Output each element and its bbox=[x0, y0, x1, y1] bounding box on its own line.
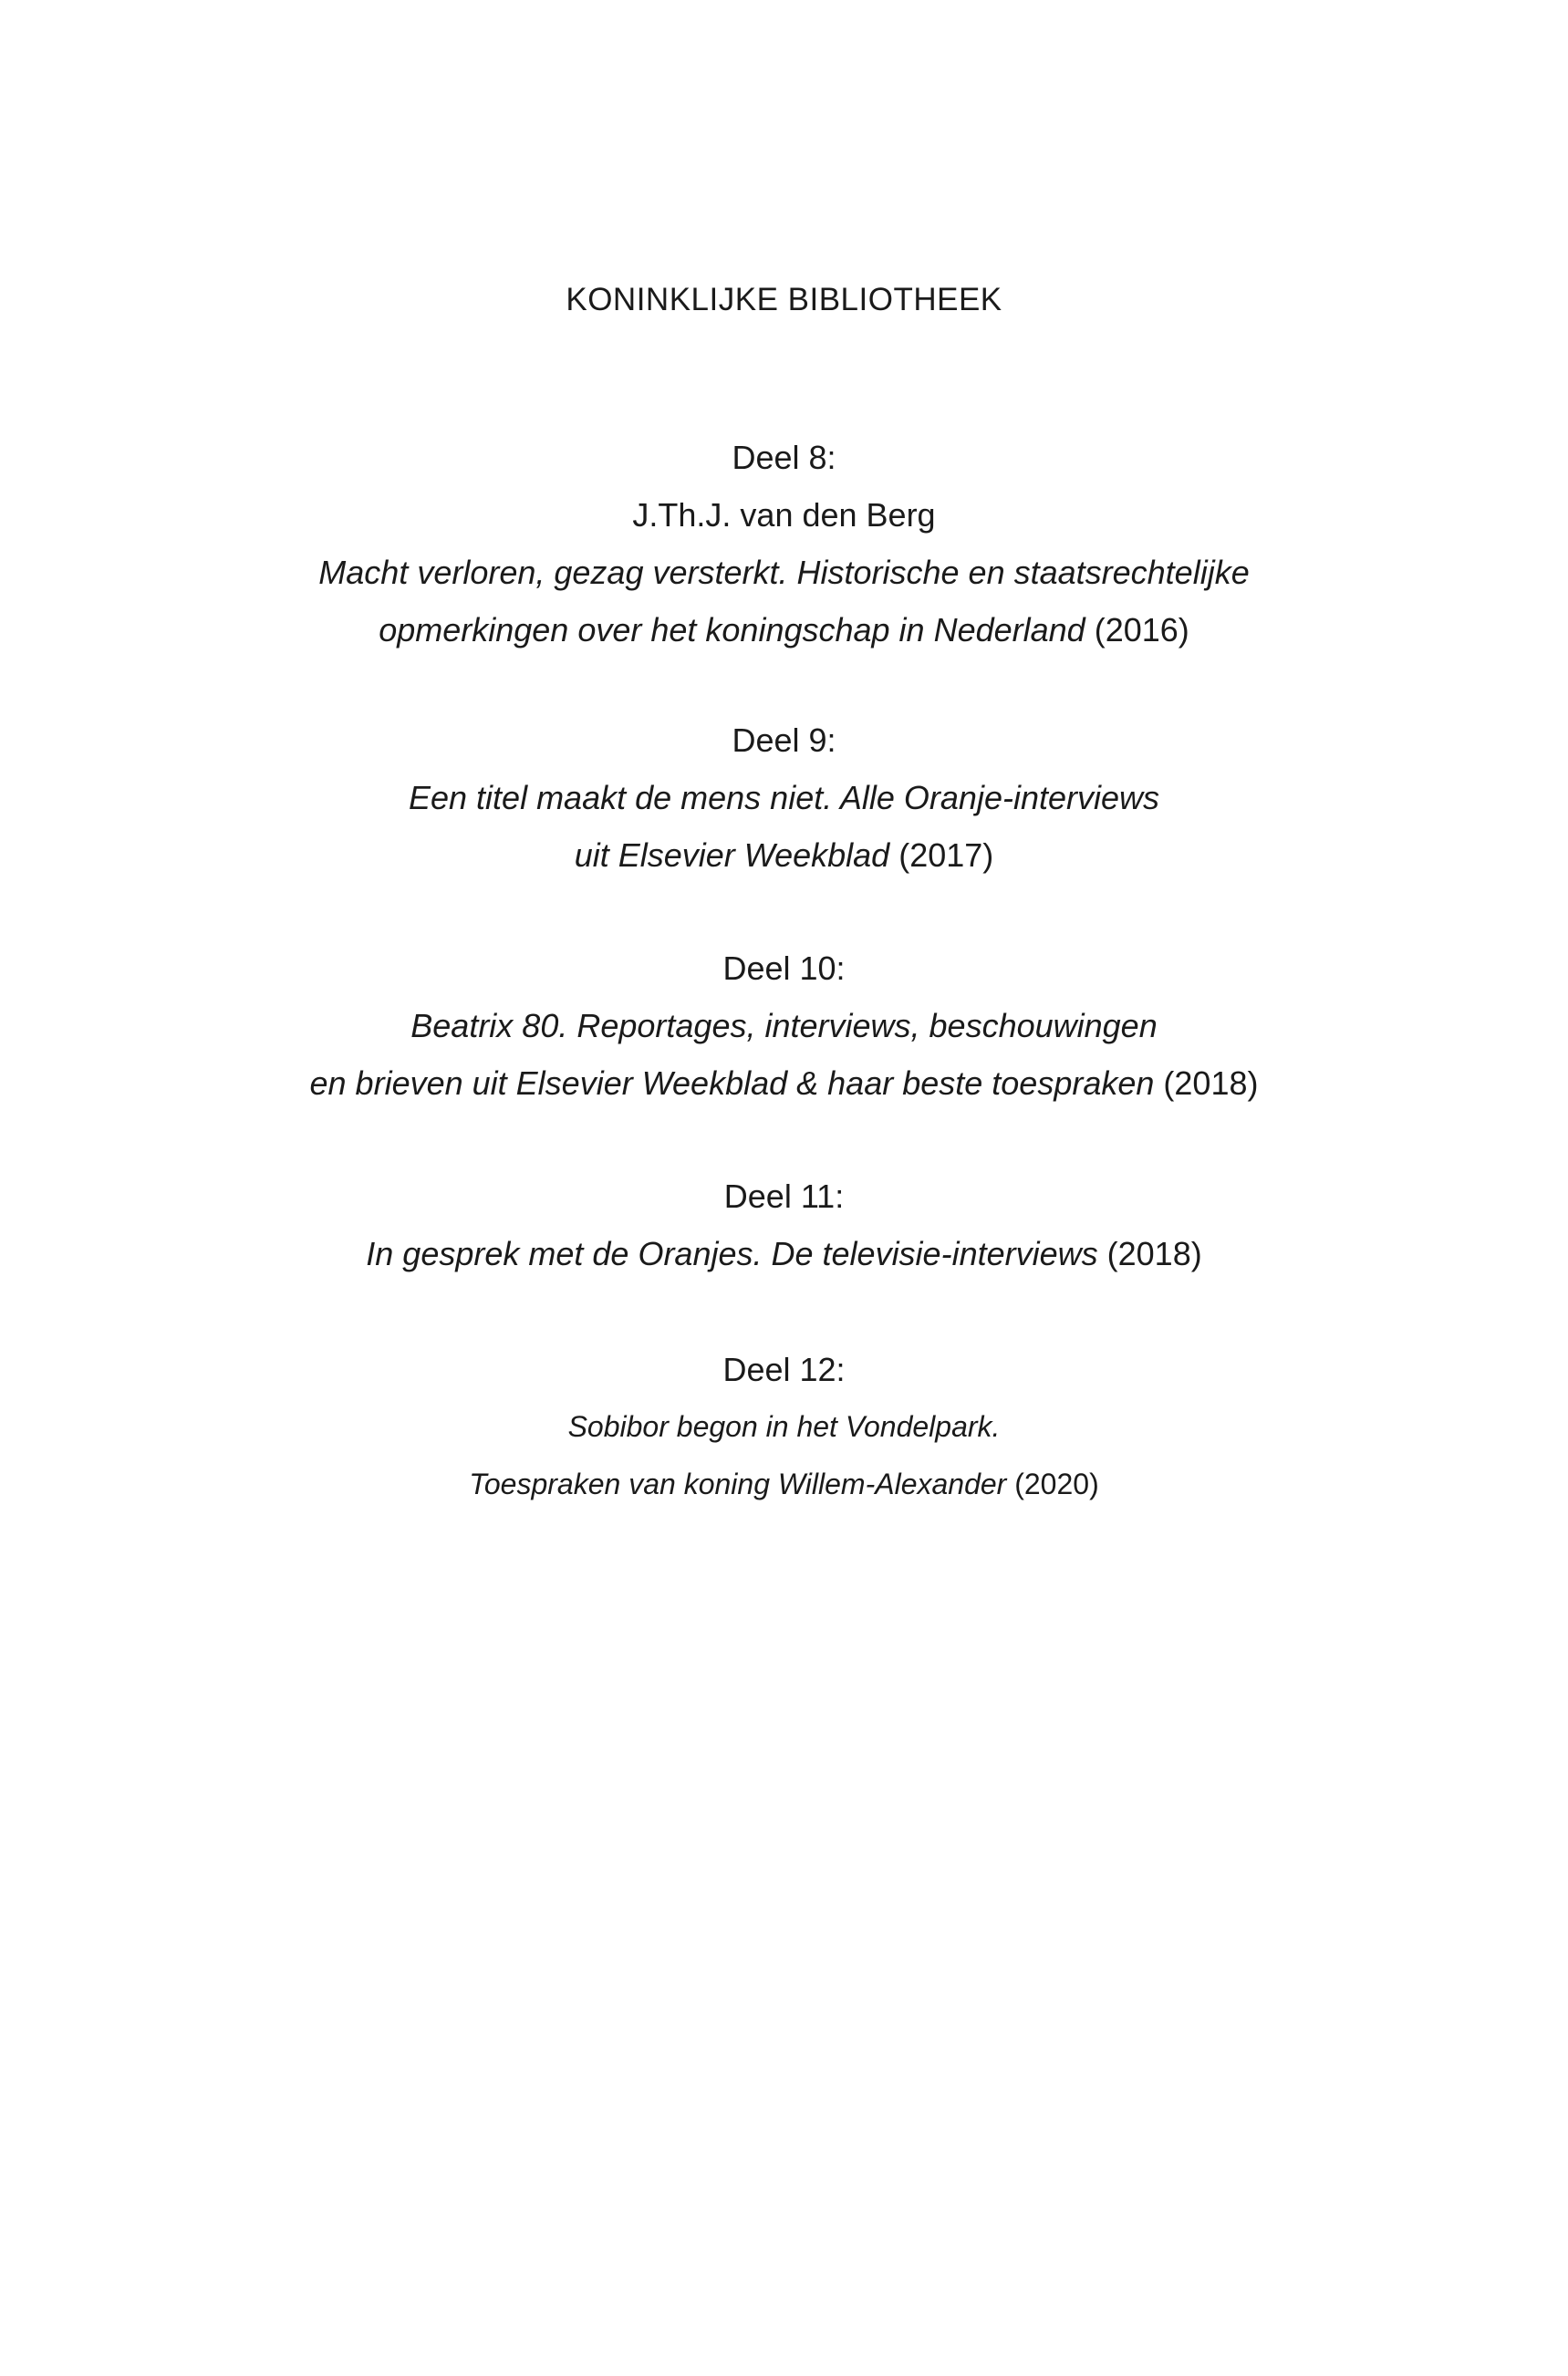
volume-title-text: In gesprek met de Oranjes. De televisie-interviews bbox=[366, 1235, 1098, 1272]
volume-entry-8 bbox=[0, 429, 1568, 659]
volume-title-line bbox=[0, 769, 1568, 826]
volume-title-line bbox=[0, 1225, 1568, 1282]
volume-title-line bbox=[0, 544, 1568, 601]
volume-author: J.Th.J. van den Berg bbox=[632, 496, 936, 534]
volume-title-text: Toespraken van koning Willem-Alexander bbox=[469, 1468, 1007, 1500]
volume-title-text: Beatrix 80. Reportages, interviews, beschouwingen bbox=[410, 1007, 1158, 1044]
volume-title-text: uit Elsevier Weekblad bbox=[574, 836, 890, 874]
volume-title-line bbox=[0, 1398, 1568, 1456]
volume-title-text: en brieven uit Elsevier Weekblad & haar beste toespraken bbox=[309, 1064, 1155, 1102]
volume-title-text: opmerkingen over het koningschap in Nederland bbox=[379, 611, 1085, 648]
volume-year: (2016) bbox=[1094, 611, 1189, 648]
series-title: KONINKLIJKE BIBLIOTHEEK bbox=[566, 282, 1002, 317]
volume-title-line bbox=[0, 826, 1568, 884]
volume-title-line bbox=[0, 601, 1568, 659]
volume-entry-10 bbox=[0, 939, 1568, 1112]
volume-year: (2018) bbox=[1106, 1235, 1202, 1272]
volume-entry-9 bbox=[0, 711, 1568, 884]
volume-year: (2020) bbox=[1014, 1468, 1099, 1500]
volume-label: Deel 11: bbox=[723, 1178, 845, 1215]
volume-title-line bbox=[0, 1054, 1568, 1112]
volume-entry-11 bbox=[0, 1167, 1568, 1282]
volume-label: Deel 10: bbox=[722, 949, 846, 987]
volume-title-text: Macht verloren, gezag versterkt. Historische en staatsrechtelijke bbox=[318, 554, 1250, 591]
volume-year: (2018) bbox=[1163, 1064, 1259, 1102]
volume-entry-12 bbox=[0, 1341, 1568, 1513]
volume-label: Deel 9: bbox=[732, 721, 836, 759]
volume-title-text: Een titel maakt de mens niet. Alle Oranje-interviews bbox=[408, 779, 1160, 816]
volume-title-line bbox=[0, 997, 1568, 1054]
volume-title-text: Sobibor begon in het Vondelpark. bbox=[567, 1410, 1001, 1443]
volume-title-line bbox=[0, 1456, 1568, 1513]
volume-year: (2017) bbox=[898, 836, 994, 874]
volume-label: Deel 8: bbox=[732, 439, 836, 476]
volume-label: Deel 12: bbox=[722, 1351, 846, 1388]
